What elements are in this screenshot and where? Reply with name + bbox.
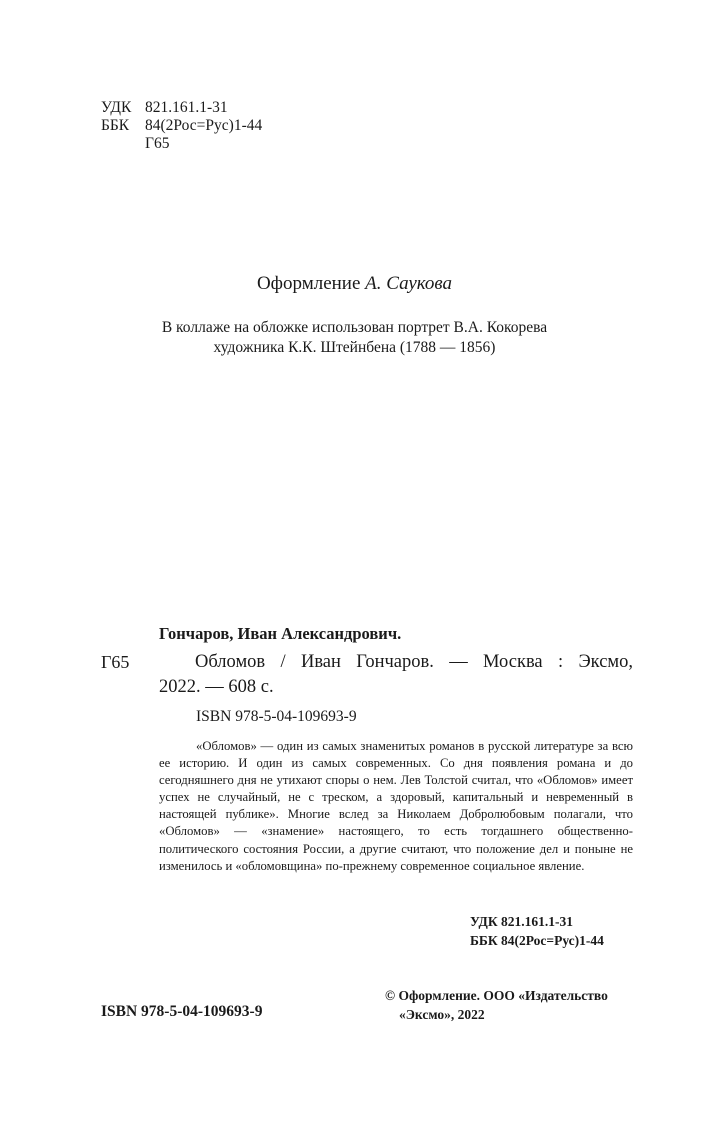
title-statement xyxy=(159,650,633,700)
udk-bottom: УДК 821.161.1-31 xyxy=(470,914,573,929)
classification-block-bottom xyxy=(470,912,604,950)
udk-row xyxy=(101,99,262,117)
record-isbn: ISBN 978-5-04-109693-9 xyxy=(196,708,357,725)
copyright-line-1: © Оформление. ООО «Издательство xyxy=(385,988,608,1003)
author-mark-record: Г65 xyxy=(101,652,130,672)
udk-value: 821.161.1-31 xyxy=(145,99,228,116)
copyright-line-2: «Эксмо», 2022 xyxy=(399,1007,485,1022)
footer-isbn: ISBN 978-5-04-109693-9 xyxy=(101,1003,263,1020)
bbk-label: ББК xyxy=(101,117,130,134)
title-line-1: Обломов / Иван Гончаров. — Москва : Эксмо, xyxy=(195,652,633,672)
udk-label: УДК xyxy=(101,99,132,116)
author-heading: Гончаров, Иван Александрович. xyxy=(159,624,402,643)
bbk-row xyxy=(101,117,262,135)
collage-note-line2: художника К.К. Штейнбена (1788 — 1856) xyxy=(213,339,496,356)
bbk-bottom: ББК 84(2Рос=Рус)1-44 xyxy=(470,933,604,948)
design-credit xyxy=(0,273,709,295)
designer-name: А. Саукова xyxy=(365,273,453,294)
design-credit-prefix: Оформление xyxy=(256,273,361,294)
title-line-2: 2022. — 608 с. xyxy=(159,677,274,697)
classification-block-top xyxy=(101,99,262,153)
collage-note xyxy=(0,318,709,358)
author-mark-top: Г65 xyxy=(145,135,170,152)
copyright-notice xyxy=(385,986,635,1024)
annotation: «Обломов» — один из самых знаменитых романов в русской литературе за всю ее историю. И один из самых современных. Со дня появления романа и до сегодняшнего дня не утихают споры о нем. Лев Толстой считал, что «Обломов» имеет успех не случайный, не с треском, а здоровый, капитальный и невременный в настоящей публике». Многие вслед за Николаем Добролюбовым полагали, что «Обломов» — «знамение» настоящего, то есть тогдашнего общественно-политического состояния России, а другие считают, что положение дел и поныне не изменилось и «обломовщина» по-прежнему современное социальное явление. xyxy=(159,739,633,873)
collage-note-line1: В коллаже на обложке использован портрет В.А. Кокорева xyxy=(161,319,548,336)
author-mark-row xyxy=(101,135,262,153)
bbk-value: 84(2Рос=Рус)1-44 xyxy=(145,117,263,134)
